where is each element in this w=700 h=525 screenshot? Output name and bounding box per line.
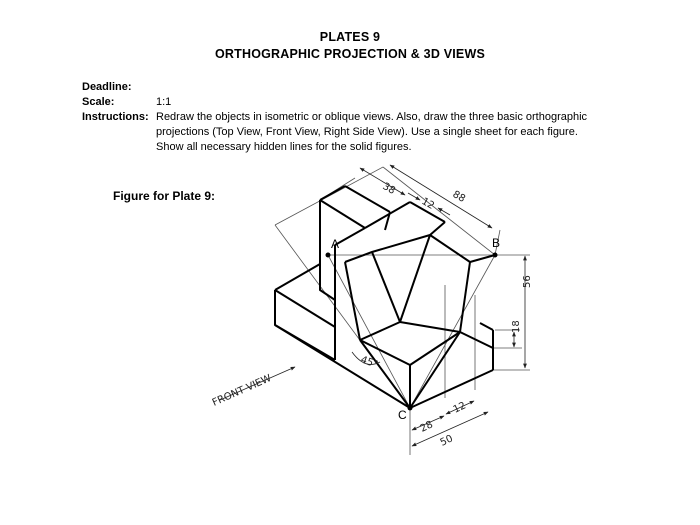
point-c-marker bbox=[408, 406, 413, 411]
dim-56: 56 bbox=[522, 275, 533, 288]
point-b-label: B bbox=[492, 236, 501, 250]
scale-value: 1:1 bbox=[156, 96, 172, 108]
plate-subtitle: ORTHOGRAPHIC PROJECTION & 3D VIEWS bbox=[214, 47, 486, 61]
deadline-label: Deadline: bbox=[82, 81, 132, 93]
dim-12-top: 12 bbox=[419, 196, 437, 212]
point-b-marker bbox=[493, 253, 498, 258]
dim-18: 18 bbox=[511, 320, 522, 333]
dim-50: 50 bbox=[438, 433, 455, 449]
point-c-label: C bbox=[398, 408, 407, 422]
plate-title: PLATES 9 bbox=[319, 30, 381, 44]
dim-angle: 45° bbox=[358, 354, 380, 371]
figure-label: Figure for Plate 9: bbox=[113, 189, 216, 203]
front-view-label: FRONT VIEW bbox=[210, 372, 274, 409]
dimension-lines bbox=[220, 165, 525, 449]
dim-12-bottom: 12 bbox=[451, 400, 468, 416]
dim-38: 38 bbox=[380, 181, 398, 197]
dim-88: 88 bbox=[450, 189, 468, 205]
instructions-label: Instructions: bbox=[82, 111, 149, 123]
point-a-label: A bbox=[331, 237, 340, 251]
object-outline bbox=[275, 186, 495, 408]
dim-28: 28 bbox=[418, 419, 435, 435]
scale-label: Scale: bbox=[82, 96, 115, 108]
point-a-marker bbox=[326, 253, 331, 258]
instructions-text: Redraw the objects in isometric or oblique views. Also, draw the three basic orthographic projections (Top View, Front View, Right Side View). Use a single sheet for each figure. Show all necessary hidden lines for the solid figures. bbox=[156, 111, 588, 153]
